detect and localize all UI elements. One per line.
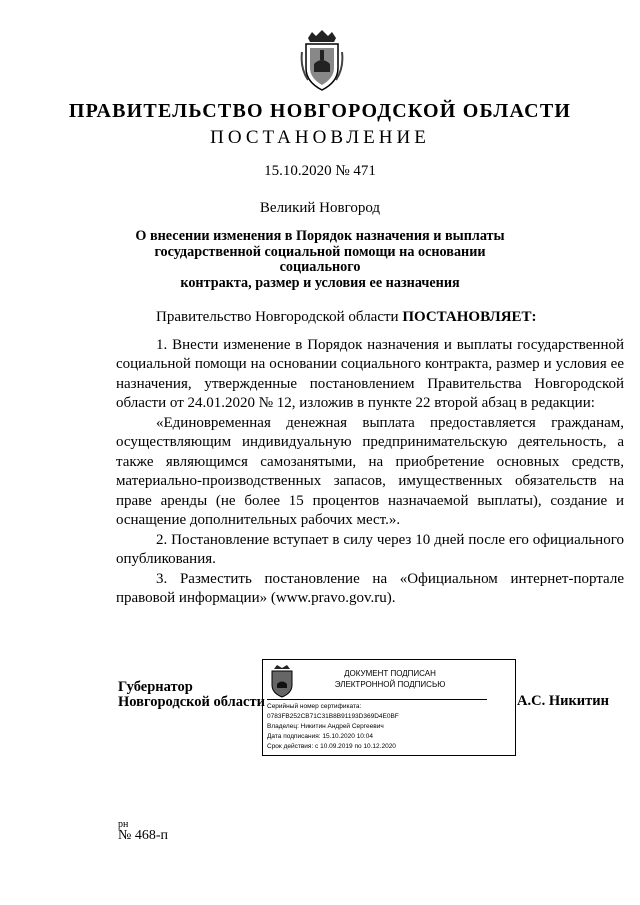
preamble-keyword: ПОСТАНОВЛЯЕТ: [402, 309, 537, 325]
preamble [116, 308, 624, 328]
position-line: Новгородской области [118, 694, 265, 710]
stamp-serial-value: 0783FB252CB71C31B8B91193D369D4E0BF [267, 713, 399, 720]
stamp-details [267, 702, 399, 752]
document-body [116, 308, 624, 609]
stamp-validity: Срок действия: с 10.09.2019 по 10.12.2020 [267, 743, 396, 750]
coat-of-arms-seal-icon [269, 664, 295, 698]
document-city: Великий Новгород [259, 200, 381, 216]
executor-initials: рн [118, 819, 129, 830]
organization-title: ПРАВИТЕЛЬСТВО НОВГОРОДСКОЙ ОБЛАСТИ [68, 100, 572, 122]
body-paragraph: 1. Внести изменение в Порядок назначения и выплаты государственной социальной помощи на основании социального контракта, размер и условия ее назначения, утвержденные постановлением Правительства Новгородской области от 24.01.2020 № 12, изложив в пункте 22 второй абзац в редакции: [116, 336, 624, 411]
signatory-position [118, 680, 265, 710]
stamp-title [305, 668, 475, 690]
body-paragraph: 3. Разместить постановление на «Официальном интернет-портале правовой информации» (www.pravo.gov.ru). [116, 570, 624, 606]
subject-line: контракта, размер и условия ее назначения [180, 274, 460, 291]
body-paragraph: 2. Постановление вступает в силу через 10 дней после его официального опубликования. [116, 531, 624, 567]
document-subject [120, 229, 520, 291]
stamp-title-line: ЭЛЕКТРОННОЙ ПОДПИСЬЮ [334, 680, 446, 689]
stamp-title-line: ДОКУМЕНТ ПОДПИСАН [344, 669, 436, 678]
coat-of-arms-icon [300, 28, 344, 94]
stamp-owner: Владелец: Никитин Андрей Сергеевич [267, 723, 384, 730]
document-type: ПОСТАНОВЛЕНИЕ [210, 127, 430, 148]
document-footer [118, 820, 168, 843]
reference-number: № 468-п [118, 828, 169, 843]
stamp-divider [267, 699, 487, 700]
body-paragraph: «Единовременная денежная выплата предоставляется гражданам, осуществляющим индивидуальную предпринимательскую деятельность, а также являющимся самозанятыми, на приобретение основных средств, материально-производственных запасов, имущественных обязательств на праве аренды (не более 15 процентов назначаемой выплаты), создание и оснащение дополнительных рабочих мест.». [116, 414, 624, 528]
document-date-number: 15.10.2020 № 471 [264, 163, 376, 179]
subject-line: О внесении изменения в Порядок назначения и выплаты [135, 228, 505, 244]
subject-line: государственной социальной помощи на основании социального [154, 243, 486, 275]
electronic-signature-stamp [262, 659, 516, 756]
stamp-serial-label: Серийный номер сертификата: [267, 703, 362, 710]
position-line: Губернатор [118, 679, 193, 695]
preamble-text: Правительство Новгородской области [156, 309, 403, 325]
signer-name: А.С. Никитин [517, 693, 609, 709]
stamp-signed-date: Дата подписания: 15.10.2020 10:04 [267, 733, 373, 740]
